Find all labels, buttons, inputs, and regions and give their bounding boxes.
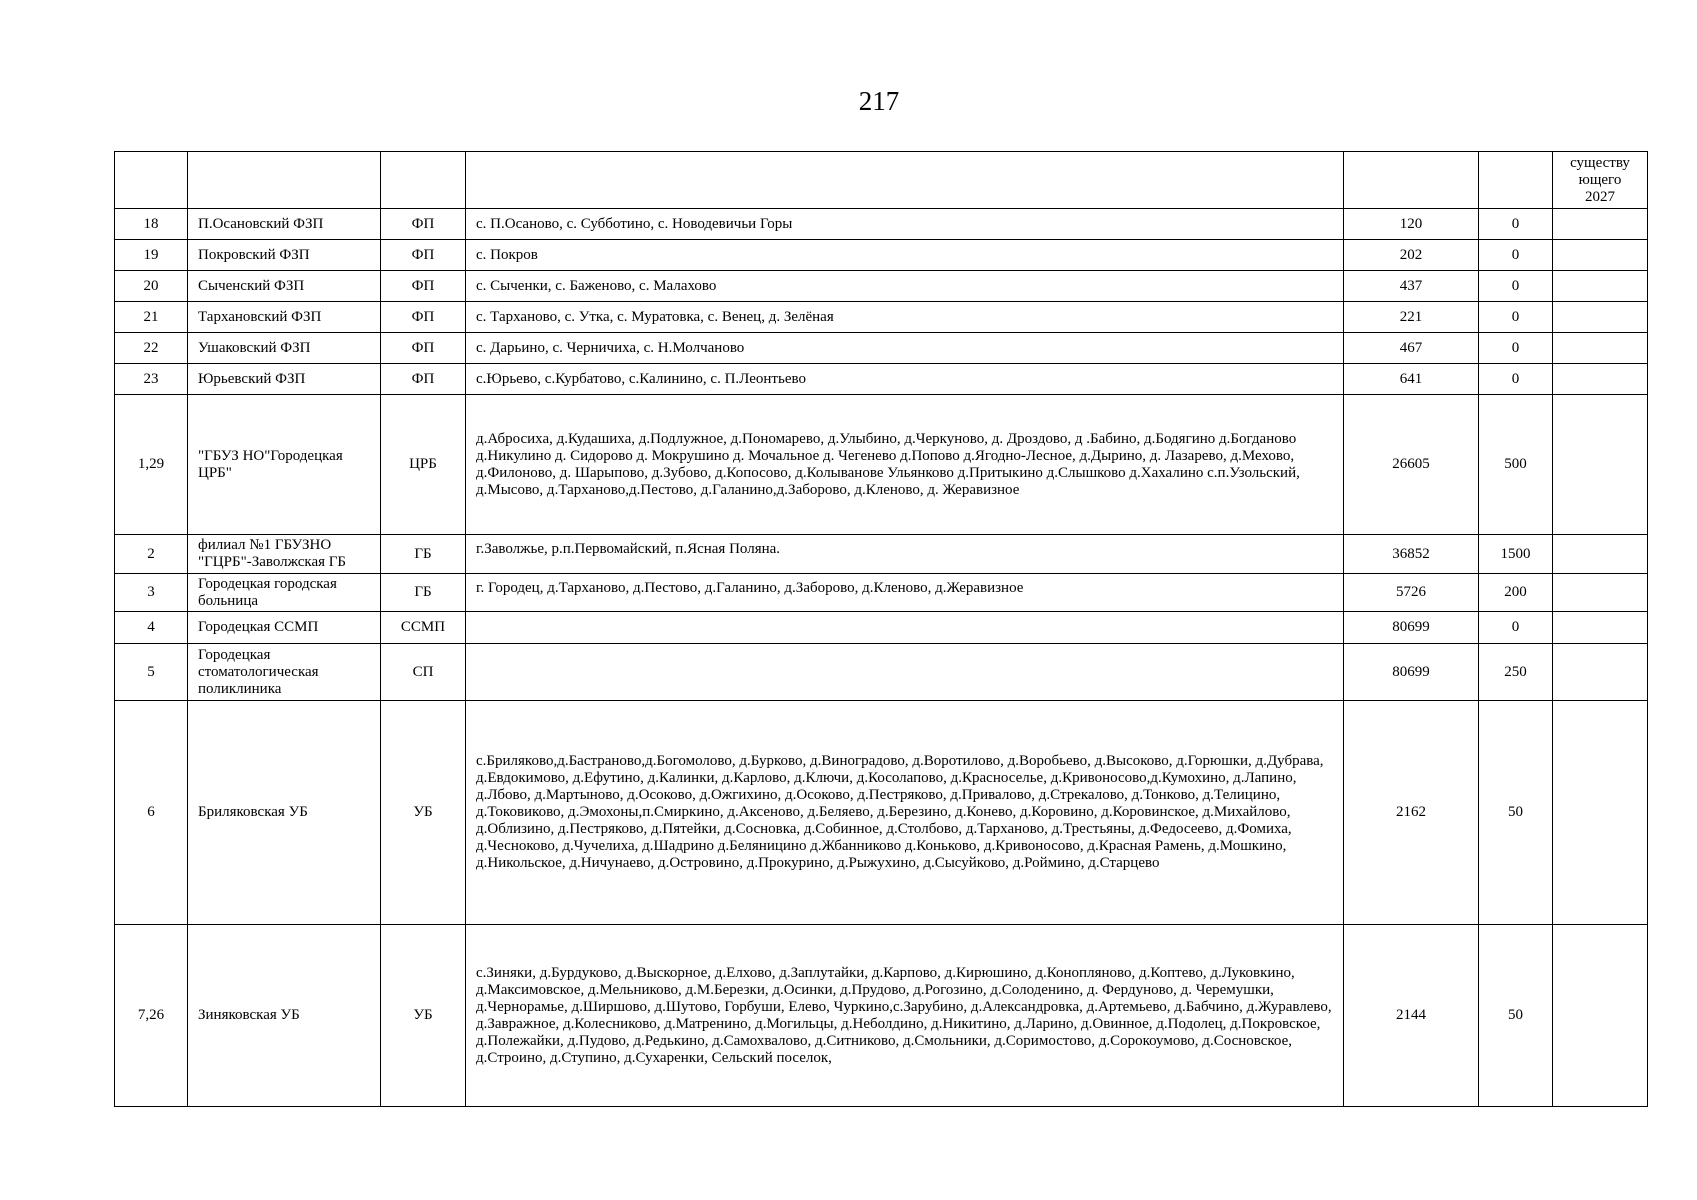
facility-name: Покровский ФЗП [188, 240, 381, 271]
population: 120 [1344, 209, 1479, 240]
service-area [466, 644, 1344, 701]
table-row [115, 701, 1648, 925]
header-cell [466, 152, 1344, 209]
extra-value [1553, 209, 1648, 240]
table-row [115, 535, 1648, 574]
facility-type: ФП [381, 302, 466, 333]
extra-value [1553, 612, 1648, 644]
extra-value [1553, 271, 1648, 302]
row-number: 20 [115, 271, 188, 302]
service-area: с.Зиняки, д.Бурдуково, д.Выскорное, д.Елхово, д.Заплутайки, д.Карпово, д.Кирюшино, д.Конопляново, д.Коптево, д.Луковкино, д.Максимовское, д.Мельниково, д.М.Березки, д.Осинки, д.Прудово, д.Рогозино, д.Солоденино, д. Фердуново, д. Черемушки, д.Чернорамье, д.Ширшово, д.Шутово, Горбуши, Елево, Чуркино,с.Зарубино, д.Александровка, д.Артемьево, д.Бабчино, д.Журавлево, д.Завражное, д.Колесниково, д.Матренино, д.Могильцы, д.Неболдино, д.Никитино, д.Ларино, д.Овинное, д.Подолец, д.Покровское, д.Полежайки, д.Пудово, д.Редькино, д.Самохвалово, д.Ситниково, д.Смольники, д.Соримостово, д.Сорокоумово, д.Сосновское, д.Строино, д.Ступино, д.Сухаренки, Сельский поселок, [466, 925, 1344, 1107]
service-area: с.Юрьево, с.Курбатово, с.Калинино, с. П.Леонтьево [466, 364, 1344, 395]
row-number: 1,29 [115, 395, 188, 535]
extra-value [1553, 395, 1648, 535]
extra-value [1553, 925, 1648, 1107]
service-area: с. Сыченки, с. Баженово, с. Малахово [466, 271, 1344, 302]
population: 36852 [1344, 535, 1479, 574]
value: 0 [1479, 271, 1553, 302]
extra-value [1553, 333, 1648, 364]
table-row [115, 364, 1648, 395]
row-number: 19 [115, 240, 188, 271]
value: 500 [1479, 395, 1553, 535]
row-number: 7,26 [115, 925, 188, 1107]
value: 0 [1479, 364, 1553, 395]
row-number: 4 [115, 612, 188, 644]
facility-type: ССМП [381, 612, 466, 644]
table-row [115, 644, 1648, 701]
page-number: 217 [858, 86, 900, 116]
extra-value [1553, 574, 1648, 612]
population: 467 [1344, 333, 1479, 364]
extra-value [1553, 240, 1648, 271]
service-area [466, 612, 1344, 644]
row-number: 23 [115, 364, 188, 395]
population: 80699 [1344, 612, 1479, 644]
header-cell-existing-2027: существу ющего 2027 [1553, 152, 1648, 209]
service-area: с. Дарьино, с. Черничиха, с. Н.Молчаново [466, 333, 1344, 364]
facility-type: ФП [381, 333, 466, 364]
facility-type: ГБ [381, 535, 466, 574]
facility-type: ФП [381, 209, 466, 240]
facility-name: Бриляковская УБ [188, 701, 381, 925]
service-area: с. П.Осаново, с. Субботино, с. Новодевичьи Горы [466, 209, 1344, 240]
population: 80699 [1344, 644, 1479, 701]
header-cell [1479, 152, 1553, 209]
service-area: с.Бриляково,д.Бастраново,д.Богомолово, д.Бурково, д.Виноградово, д.Воротилово, д.Воробьево, д.Высоково, д.Горюшки, д.Дубрава, д.Евдокимово, д.Ефутино, д.Калинки, д.Карлово, д.Ключи, д.Косолапово, д.Красноселье, д.Кривоносово,д.Кумохино, д.Лапино, д.Лбово, д.Мартыново, д.Осоково, д.Ожгихино, д.Осоково, д.Пестряково, д.Привалово, д.Стрекалово, д.Тонково, д.Телицино, д.Токовиково, д.Эмохоны,п.Смиркино, д.Аксеново, д.Беляево, д.Березино, д.Конево, д.Коровино, д.Коровинское, д.Михайлово, д.Облизино, д.Пестряково, д.Пятейки, д.Сосновка, д.Собинное, д.Столбово, д.Тарханово, д.Трестьяны, д.Федосеево, д.Фомиха, д.Чесноково, д.Чучелиха, д.Шадрино д.Беляницино д.Жбанниково д.Коньково, д.Кривоносово, д.Красная Рамень, д.Мошкино, д.Никольское, д.Ничунаево, д.Островино, д.Прокурино, д.Рыжухино, д.Сысуйково, д.Роймино, д.Старцево [466, 701, 1344, 925]
table-row [115, 925, 1648, 1107]
facility-name: Городецкая городская больница [188, 574, 381, 612]
extra-value [1553, 644, 1648, 701]
medical-facilities-table [114, 151, 1648, 1107]
facility-type: ФП [381, 364, 466, 395]
header-cell [115, 152, 188, 209]
row-number: 2 [115, 535, 188, 574]
table-row [115, 612, 1648, 644]
value: 0 [1479, 612, 1553, 644]
header-cell [188, 152, 381, 209]
facility-name: Сыченский ФЗП [188, 271, 381, 302]
population: 26605 [1344, 395, 1479, 535]
population: 2162 [1344, 701, 1479, 925]
value: 1500 [1479, 535, 1553, 574]
row-number: 22 [115, 333, 188, 364]
row-number: 6 [115, 701, 188, 925]
header-cell [381, 152, 466, 209]
table-row [115, 209, 1648, 240]
facility-type: ГБ [381, 574, 466, 612]
table-row [115, 574, 1648, 612]
facility-name: Юрьевский ФЗП [188, 364, 381, 395]
facility-name: филиал №1 ГБУЗНО "ГЦРБ"-Заволжская ГБ [188, 535, 381, 574]
facility-name: Зиняковская УБ [188, 925, 381, 1107]
facility-name: "ГБУЗ НО"Городецкая ЦРБ" [188, 395, 381, 535]
service-area: д.Абросиха, д.Кудашиха, д.Подлужное, д.Пономарево, д.Улыбино, д.Черкуново, д. Дроздово, д .Бабино, д.Бодягино д.Богданово д.Никулино д. Сидорово д. Мокрушино д. Мочальное д. Чегенево д.Попово д.Ягодно-Лесное, д.Дырино, д. Лазарево, д.Мехово, д.Филоново, д. Шарыпово, д.Зубово, д.Копосово, д.Колыванове Ульянково д.Притыкино д.Слышково д.Хахалино с.п.Узольский, д.Мысово, д.Тарханово,д.Пестово, д.Галанино,д.Заборово, д.Кленово, д. Жеравизное [466, 395, 1344, 535]
value: 50 [1479, 701, 1553, 925]
service-area: г.Заволжье, р.п.Первомайский, п.Ясная Поляна. [466, 535, 1344, 574]
table-row [115, 395, 1648, 535]
value: 0 [1479, 240, 1553, 271]
row-number: 21 [115, 302, 188, 333]
row-number: 3 [115, 574, 188, 612]
population: 202 [1344, 240, 1479, 271]
facility-name: П.Осановский ФЗП [188, 209, 381, 240]
value: 0 [1479, 333, 1553, 364]
population: 221 [1344, 302, 1479, 333]
facility-type: ЦРБ [381, 395, 466, 535]
facility-name: Ушаковский ФЗП [188, 333, 381, 364]
service-area: с. Тарханово, с. Утка, с. Муратовка, с. Венец, д. Зелёная [466, 302, 1344, 333]
population: 437 [1344, 271, 1479, 302]
value: 250 [1479, 644, 1553, 701]
value: 0 [1479, 209, 1553, 240]
population: 641 [1344, 364, 1479, 395]
table-row [115, 333, 1648, 364]
value: 50 [1479, 925, 1553, 1107]
facility-type: ФП [381, 240, 466, 271]
population: 5726 [1344, 574, 1479, 612]
extra-value [1553, 302, 1648, 333]
service-area: с. Покров [466, 240, 1344, 271]
service-area: г. Городец, д.Тарханово, д.Пестово, д.Галанино, д.Заборово, д.Кленово, д.Жеравизное [466, 574, 1344, 612]
row-number: 5 [115, 644, 188, 701]
table-row [115, 271, 1648, 302]
facility-type: ФП [381, 271, 466, 302]
value: 200 [1479, 574, 1553, 612]
value: 0 [1479, 302, 1553, 333]
header-cell [1344, 152, 1479, 209]
facility-name: Тархановский ФЗП [188, 302, 381, 333]
extra-value [1553, 535, 1648, 574]
extra-value [1553, 701, 1648, 925]
row-number: 18 [115, 209, 188, 240]
table-row [115, 240, 1648, 271]
facility-name: Городецкая стоматологическая поликлиника [188, 644, 381, 701]
population: 2144 [1344, 925, 1479, 1107]
facility-name: Городецкая ССМП [188, 612, 381, 644]
table-row [115, 302, 1648, 333]
extra-value [1553, 364, 1648, 395]
facility-type: УБ [381, 701, 466, 925]
facility-type: СП [381, 644, 466, 701]
facility-type: УБ [381, 925, 466, 1107]
table-header-row [115, 152, 1648, 209]
